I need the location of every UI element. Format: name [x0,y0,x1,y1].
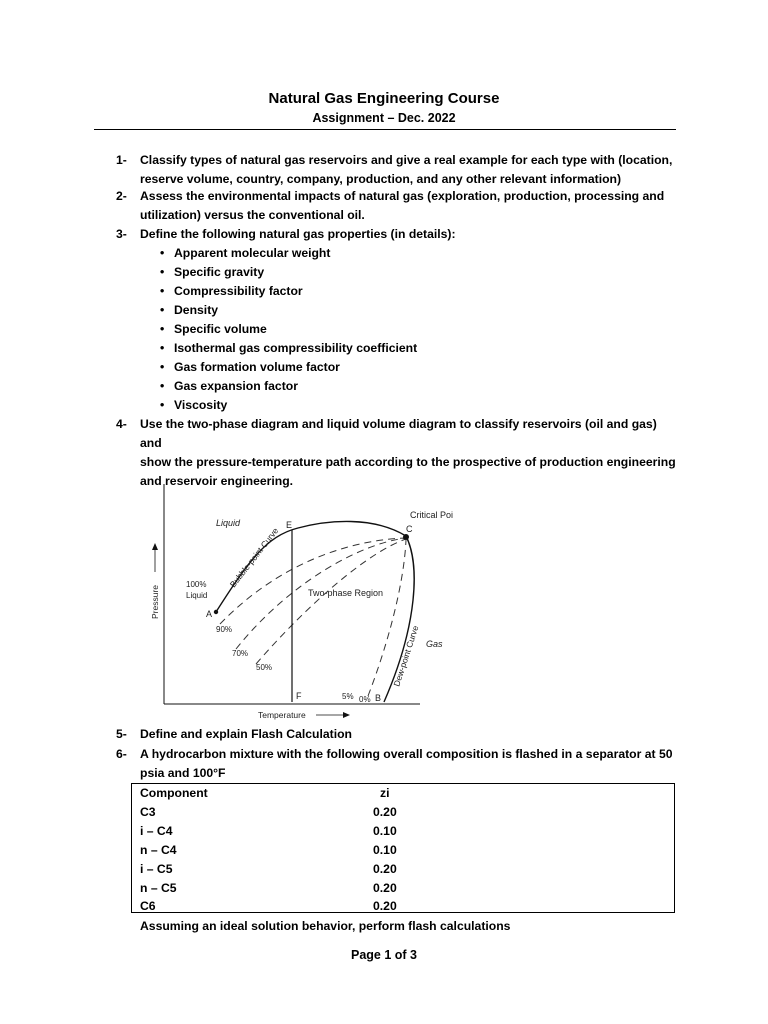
liquid-100-sub-label: Liquid [186,591,208,600]
list-item: • Compressibility factor [160,282,417,301]
column-header-zi: zi [380,786,390,800]
list-item: • Density [160,301,417,320]
question-line: A hydrocarbon mixture with the following overall composition is flashed in a separator at 50 [140,747,673,761]
list-item: • Isothermal gas compressibility coefficient [160,339,417,358]
bubble-curve-label: Bubble-point Curve [227,525,281,590]
pct-70-label: 70% [232,649,249,658]
question-line: Use the two-phase diagram and liquid volume diagram to classify reservoirs (oil and gas) and [140,417,657,450]
component-cell: C6 [140,899,156,913]
question-number: 5- [116,727,127,741]
pressure-arrow-head [152,543,158,550]
pressure-label: Pressure [150,584,160,619]
pct-90-label: 90% [216,625,233,634]
zi-cell: 0.20 [373,862,397,876]
header-divider [94,129,676,130]
question-line: utilization) versus the conventional oil. [140,208,365,222]
pct-5-label: 5% [342,692,354,701]
point-f-label: F [296,691,302,701]
gas-label: Gas [426,639,443,649]
component-cell: C3 [140,805,156,819]
properties-list [160,244,417,415]
pct-0-label: 0% [359,695,371,704]
pct-50-label: 50% [256,663,273,672]
component-cell: i – C5 [140,862,173,876]
question-number: 6- [116,747,127,761]
zi-cell: 0.20 [373,899,397,913]
list-item: • Gas formation volume factor [160,358,417,377]
page-subtitle: Assignment – Dec. 2022 [312,111,456,125]
composition-table [131,783,675,913]
point-a-label: A [206,609,213,619]
point-c [403,534,409,540]
question-line: show the pressure-temperature path according to the prospective of production engineering [140,455,676,469]
point-b-label: B [375,693,382,703]
list-item: • Specific volume [160,320,417,339]
question-number: 3- [116,227,127,241]
list-item: • Specific gravity [160,263,417,282]
list-item: • Gas expansion factor [160,377,417,396]
critical-point-label: Critical Poi [410,510,454,520]
component-cell: i – C4 [140,824,173,838]
question-number: 1- [116,153,127,167]
column-header-component: Component [140,786,208,800]
point-e-label: E [286,520,293,530]
question-line: Assess the environmental impacts of natural gas (exploration, production, processing and [140,189,665,203]
question-number: 2- [116,189,127,203]
question-line: Classify types of natural gas reservoirs and give a real example for each type with (location, [140,153,673,167]
question-line: and reservoir engineering. [140,474,294,488]
list-item: • Viscosity [160,396,417,415]
zi-cell: 0.10 [373,843,397,857]
component-cell: n – C5 [140,881,177,895]
point-c-label: C [406,524,413,534]
temperature-label: Temperature [258,710,306,720]
zi-cell: 0.20 [373,881,397,895]
question-line: Define the following natural gas properties (in details): [140,227,456,241]
point-a [214,610,218,614]
page-title: Natural Gas Engineering Course [268,90,500,107]
question-line: psia and 100°F [140,766,226,780]
component-cell: n – C4 [140,843,177,857]
liquid-100-label: 100% [186,580,207,589]
dew-curve-label: Dew-point Curve [391,624,421,688]
list-item: • Apparent molecular weight [160,244,417,263]
two-phase-label: Two-phase Region [308,588,384,598]
page-number: Page 1 of 3 [351,948,417,962]
zi-cell: 0.20 [373,805,397,819]
phase-diagram [148,484,454,724]
liquid-label: Liquid [216,518,241,528]
temperature-arrow-head [343,712,350,718]
zi-cell: 0.10 [373,824,397,838]
quality-line-90 [220,538,406,624]
table-footnote: Assuming an ideal solution behavior, perform flash calculations [140,919,511,933]
question-line: reserve volume, country, company, production, and any other relevant information) [140,172,622,186]
question-line: Define and explain Flash Calculation [140,727,352,741]
question-number: 4- [116,417,127,431]
quality-line-50 [256,539,406,664]
